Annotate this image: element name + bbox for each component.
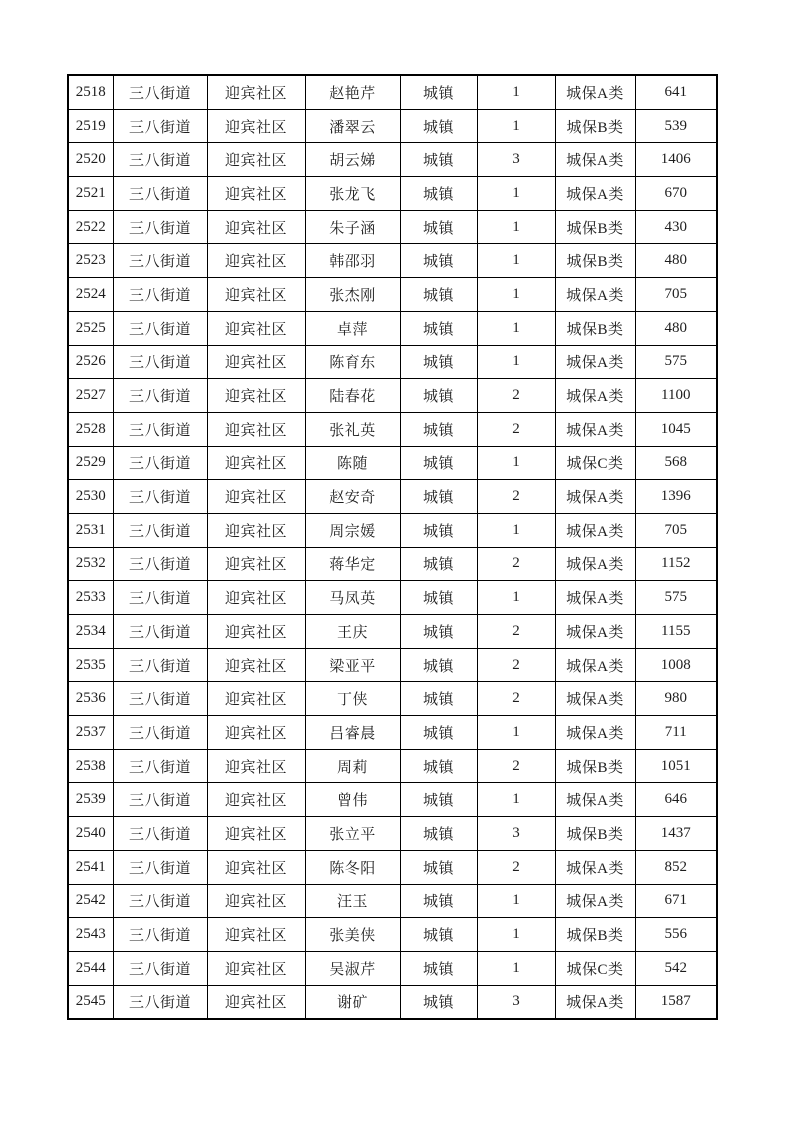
table-cell: 朱子涵 (305, 210, 400, 244)
table-cell: 迎宾社区 (207, 817, 305, 851)
table-cell: 2 (477, 480, 555, 514)
table-cell: 王庆 (305, 615, 400, 649)
table-cell: 城镇 (400, 716, 477, 750)
table-cell: 马凤英 (305, 581, 400, 615)
table-cell: 城镇 (400, 581, 477, 615)
table-cell: 1 (477, 783, 555, 817)
table-row (68, 648, 717, 682)
table-cell: 迎宾社区 (207, 513, 305, 547)
table-cell: 城保A类 (555, 783, 635, 817)
table-cell: 城保A类 (555, 615, 635, 649)
table-cell: 迎宾社区 (207, 850, 305, 884)
table-cell: 迎宾社区 (207, 278, 305, 312)
table-cell: 城镇 (400, 615, 477, 649)
table-cell: 852 (635, 850, 717, 884)
table-cell: 卓萍 (305, 311, 400, 345)
table-cell: 陆春花 (305, 379, 400, 413)
table-cell: 575 (635, 581, 717, 615)
table-cell: 三八街道 (113, 143, 207, 177)
table-cell: 城保B类 (555, 918, 635, 952)
table-cell: 711 (635, 716, 717, 750)
table-cell: 曾伟 (305, 783, 400, 817)
table-cell: 556 (635, 918, 717, 952)
table-cell: 2525 (68, 311, 113, 345)
table-cell: 705 (635, 278, 717, 312)
table-cell: 2536 (68, 682, 113, 716)
table-cell: 三八街道 (113, 311, 207, 345)
table-cell: 三八街道 (113, 615, 207, 649)
table-cell: 2533 (68, 581, 113, 615)
table-cell: 三八街道 (113, 480, 207, 514)
table-cell: 韩邵羽 (305, 244, 400, 278)
table-cell: 1396 (635, 480, 717, 514)
table-row (68, 749, 717, 783)
table-cell: 2528 (68, 412, 113, 446)
table-cell: 城镇 (400, 918, 477, 952)
table-cell: 城保A类 (555, 850, 635, 884)
table-cell: 城保A类 (555, 177, 635, 211)
table-cell: 三八街道 (113, 716, 207, 750)
table-cell: 1 (477, 75, 555, 109)
table-cell: 568 (635, 446, 717, 480)
table-cell: 城镇 (400, 547, 477, 581)
table-cell: 城保A类 (555, 480, 635, 514)
table-cell: 2519 (68, 109, 113, 143)
table-cell: 城镇 (400, 210, 477, 244)
table-cell: 城镇 (400, 75, 477, 109)
table-cell: 1406 (635, 143, 717, 177)
table-cell: 迎宾社区 (207, 648, 305, 682)
table-cell: 城镇 (400, 143, 477, 177)
table-cell: 1 (477, 210, 555, 244)
table-row (68, 581, 717, 615)
table-cell: 胡云娣 (305, 143, 400, 177)
table-cell: 赵安奇 (305, 480, 400, 514)
table-row (68, 716, 717, 750)
table-cell: 城镇 (400, 345, 477, 379)
table-cell: 1 (477, 278, 555, 312)
table-cell: 迎宾社区 (207, 682, 305, 716)
table-cell: 迎宾社区 (207, 379, 305, 413)
table-cell: 城保B类 (555, 817, 635, 851)
table-cell: 陈冬阳 (305, 850, 400, 884)
table-cell: 梁亚平 (305, 648, 400, 682)
table-cell: 三八街道 (113, 817, 207, 851)
table-cell: 迎宾社区 (207, 311, 305, 345)
table-cell: 城保B类 (555, 311, 635, 345)
table-cell: 三八街道 (113, 379, 207, 413)
table-cell: 三八街道 (113, 783, 207, 817)
table-row (68, 817, 717, 851)
table-cell: 城镇 (400, 850, 477, 884)
table-cell: 2522 (68, 210, 113, 244)
table-cell: 迎宾社区 (207, 75, 305, 109)
table-cell: 三八街道 (113, 75, 207, 109)
table-cell: 城镇 (400, 817, 477, 851)
table-row (68, 311, 717, 345)
table-cell: 迎宾社区 (207, 412, 305, 446)
table-cell: 城镇 (400, 278, 477, 312)
table-cell: 三八街道 (113, 547, 207, 581)
table-cell: 539 (635, 109, 717, 143)
table-cell: 城保A类 (555, 581, 635, 615)
table-cell: 2534 (68, 615, 113, 649)
table-cell: 1 (477, 244, 555, 278)
table-cell: 城镇 (400, 311, 477, 345)
table-cell: 1 (477, 109, 555, 143)
table-cell: 城保A类 (555, 682, 635, 716)
table-cell: 2530 (68, 480, 113, 514)
table-row (68, 850, 717, 884)
table-cell: 2529 (68, 446, 113, 480)
benefits-table (67, 74, 718, 1020)
table-cell: 城镇 (400, 480, 477, 514)
table-cell: 三八街道 (113, 951, 207, 985)
table-cell: 3 (477, 143, 555, 177)
table-cell: 迎宾社区 (207, 985, 305, 1019)
table-cell: 1 (477, 177, 555, 211)
table-cell: 城保A类 (555, 143, 635, 177)
table-cell: 1 (477, 311, 555, 345)
table-cell: 吕睿晨 (305, 716, 400, 750)
table-row (68, 918, 717, 952)
table-cell: 迎宾社区 (207, 177, 305, 211)
table-cell: 迎宾社区 (207, 480, 305, 514)
table-cell: 张立平 (305, 817, 400, 851)
table-cell: 2 (477, 749, 555, 783)
table-cell: 2532 (68, 547, 113, 581)
table-cell: 2531 (68, 513, 113, 547)
table-cell: 迎宾社区 (207, 716, 305, 750)
table-cell: 城保A类 (555, 75, 635, 109)
table-cell: 迎宾社区 (207, 109, 305, 143)
table-row (68, 480, 717, 514)
table-cell: 城保A类 (555, 278, 635, 312)
table-cell: 城保C类 (555, 446, 635, 480)
table-cell: 2524 (68, 278, 113, 312)
table-cell: 城镇 (400, 379, 477, 413)
table-cell: 迎宾社区 (207, 345, 305, 379)
table-cell: 1155 (635, 615, 717, 649)
table-cell: 1 (477, 345, 555, 379)
table-cell: 1045 (635, 412, 717, 446)
table-cell: 三八街道 (113, 412, 207, 446)
table-cell: 2543 (68, 918, 113, 952)
table-cell: 1100 (635, 379, 717, 413)
table-cell: 1008 (635, 648, 717, 682)
table-cell: 迎宾社区 (207, 210, 305, 244)
table-cell: 城保A类 (555, 412, 635, 446)
table-cell: 城保A类 (555, 513, 635, 547)
table-cell: 430 (635, 210, 717, 244)
table-cell: 迎宾社区 (207, 581, 305, 615)
table-cell: 2537 (68, 716, 113, 750)
table-cell: 2 (477, 547, 555, 581)
table-row (68, 379, 717, 413)
table-cell: 三八街道 (113, 244, 207, 278)
table-cell: 张龙飞 (305, 177, 400, 211)
table-cell: 671 (635, 884, 717, 918)
table-row (68, 244, 717, 278)
table-cell: 2545 (68, 985, 113, 1019)
table-cell: 城保A类 (555, 884, 635, 918)
table-cell: 迎宾社区 (207, 918, 305, 952)
table-cell: 641 (635, 75, 717, 109)
table-row (68, 682, 717, 716)
table-cell: 城保C类 (555, 951, 635, 985)
table-cell: 980 (635, 682, 717, 716)
table-cell: 吴淑芹 (305, 951, 400, 985)
table-cell: 三八街道 (113, 581, 207, 615)
table-cell: 周莉 (305, 749, 400, 783)
table-row (68, 143, 717, 177)
table-cell: 542 (635, 951, 717, 985)
table-cell: 2527 (68, 379, 113, 413)
table-cell: 2 (477, 850, 555, 884)
table-cell: 2523 (68, 244, 113, 278)
table-cell: 迎宾社区 (207, 615, 305, 649)
table-cell: 迎宾社区 (207, 547, 305, 581)
table-cell: 张礼英 (305, 412, 400, 446)
table-cell: 城镇 (400, 884, 477, 918)
table-cell: 城镇 (400, 446, 477, 480)
table-cell: 迎宾社区 (207, 884, 305, 918)
table-cell: 1 (477, 918, 555, 952)
table-cell: 三八街道 (113, 850, 207, 884)
table-cell: 三八街道 (113, 513, 207, 547)
table-cell: 2526 (68, 345, 113, 379)
table-row (68, 513, 717, 547)
table-cell: 城保B类 (555, 244, 635, 278)
table-cell: 1 (477, 884, 555, 918)
table-cell: 丁侠 (305, 682, 400, 716)
table-cell: 2538 (68, 749, 113, 783)
table-cell: 三八街道 (113, 918, 207, 952)
table-cell: 2518 (68, 75, 113, 109)
table-cell: 2 (477, 412, 555, 446)
table-cell: 迎宾社区 (207, 783, 305, 817)
table-cell: 城保A类 (555, 547, 635, 581)
table-row (68, 446, 717, 480)
table-row (68, 985, 717, 1019)
table-cell: 张美侠 (305, 918, 400, 952)
table-cell: 城镇 (400, 244, 477, 278)
table-cell: 城镇 (400, 985, 477, 1019)
table-row (68, 783, 717, 817)
table-row (68, 177, 717, 211)
table-cell: 城镇 (400, 513, 477, 547)
table-cell: 城镇 (400, 682, 477, 716)
table-cell: 2544 (68, 951, 113, 985)
table-cell: 迎宾社区 (207, 143, 305, 177)
table-cell: 575 (635, 345, 717, 379)
table-cell: 2521 (68, 177, 113, 211)
table-cell: 迎宾社区 (207, 749, 305, 783)
table-cell: 三八街道 (113, 648, 207, 682)
table-cell: 480 (635, 244, 717, 278)
table-cell: 城镇 (400, 648, 477, 682)
table-row (68, 615, 717, 649)
table-cell: 三八街道 (113, 749, 207, 783)
table-cell: 3 (477, 985, 555, 1019)
table-cell: 三八街道 (113, 884, 207, 918)
table-cell: 2 (477, 615, 555, 649)
table-cell: 2539 (68, 783, 113, 817)
table-cell: 城保A类 (555, 379, 635, 413)
table-cell: 蒋华定 (305, 547, 400, 581)
table-cell: 1051 (635, 749, 717, 783)
table-cell: 三八街道 (113, 345, 207, 379)
table-cell: 城保B类 (555, 749, 635, 783)
table-cell: 3 (477, 817, 555, 851)
table-cell: 三八街道 (113, 985, 207, 1019)
table-cell: 三八街道 (113, 177, 207, 211)
table-cell: 城镇 (400, 783, 477, 817)
table-cell: 谢矿 (305, 985, 400, 1019)
table-cell: 1152 (635, 547, 717, 581)
table-row (68, 547, 717, 581)
table-cell: 1 (477, 716, 555, 750)
table-row (68, 278, 717, 312)
table-cell: 1 (477, 951, 555, 985)
table-cell: 三八街道 (113, 278, 207, 312)
table-cell: 汪玉 (305, 884, 400, 918)
table-cell: 赵艳芹 (305, 75, 400, 109)
table-cell: 646 (635, 783, 717, 817)
table-cell: 陈育东 (305, 345, 400, 379)
table-cell: 城保A类 (555, 716, 635, 750)
table-row (68, 75, 717, 109)
table-cell: 2542 (68, 884, 113, 918)
table-cell: 1437 (635, 817, 717, 851)
table-cell: 陈随 (305, 446, 400, 480)
table-cell: 迎宾社区 (207, 446, 305, 480)
table-cell: 705 (635, 513, 717, 547)
table-cell: 1 (477, 513, 555, 547)
table-cell: 1 (477, 446, 555, 480)
table-cell: 迎宾社区 (207, 951, 305, 985)
table-row (68, 345, 717, 379)
table-cell: 1 (477, 581, 555, 615)
table-cell: 三八街道 (113, 210, 207, 244)
table-cell: 2540 (68, 817, 113, 851)
table-cell: 城镇 (400, 951, 477, 985)
table-cell: 城保B类 (555, 109, 635, 143)
table-row (68, 210, 717, 244)
table-cell: 2535 (68, 648, 113, 682)
table-cell: 2 (477, 682, 555, 716)
table-cell: 三八街道 (113, 446, 207, 480)
table-cell: 三八街道 (113, 109, 207, 143)
table-cell: 城保A类 (555, 648, 635, 682)
table-cell: 三八街道 (113, 682, 207, 716)
table-row (68, 412, 717, 446)
table-cell: 张杰刚 (305, 278, 400, 312)
table-cell: 城保A类 (555, 345, 635, 379)
table-cell: 1587 (635, 985, 717, 1019)
table-cell: 2 (477, 648, 555, 682)
table-cell: 480 (635, 311, 717, 345)
table-cell: 潘翠云 (305, 109, 400, 143)
table-cell: 2541 (68, 850, 113, 884)
table-cell: 城镇 (400, 177, 477, 211)
table-cell: 周宗媛 (305, 513, 400, 547)
table-cell: 城镇 (400, 749, 477, 783)
table-cell: 城镇 (400, 412, 477, 446)
table-cell: 2 (477, 379, 555, 413)
table-row (68, 109, 717, 143)
table-cell: 城保B类 (555, 210, 635, 244)
table-cell: 城保A类 (555, 985, 635, 1019)
table-row (68, 884, 717, 918)
table-cell: 迎宾社区 (207, 244, 305, 278)
table-cell: 2520 (68, 143, 113, 177)
table-cell: 城镇 (400, 109, 477, 143)
table-row (68, 951, 717, 985)
table-cell: 670 (635, 177, 717, 211)
table-body (68, 75, 717, 1019)
